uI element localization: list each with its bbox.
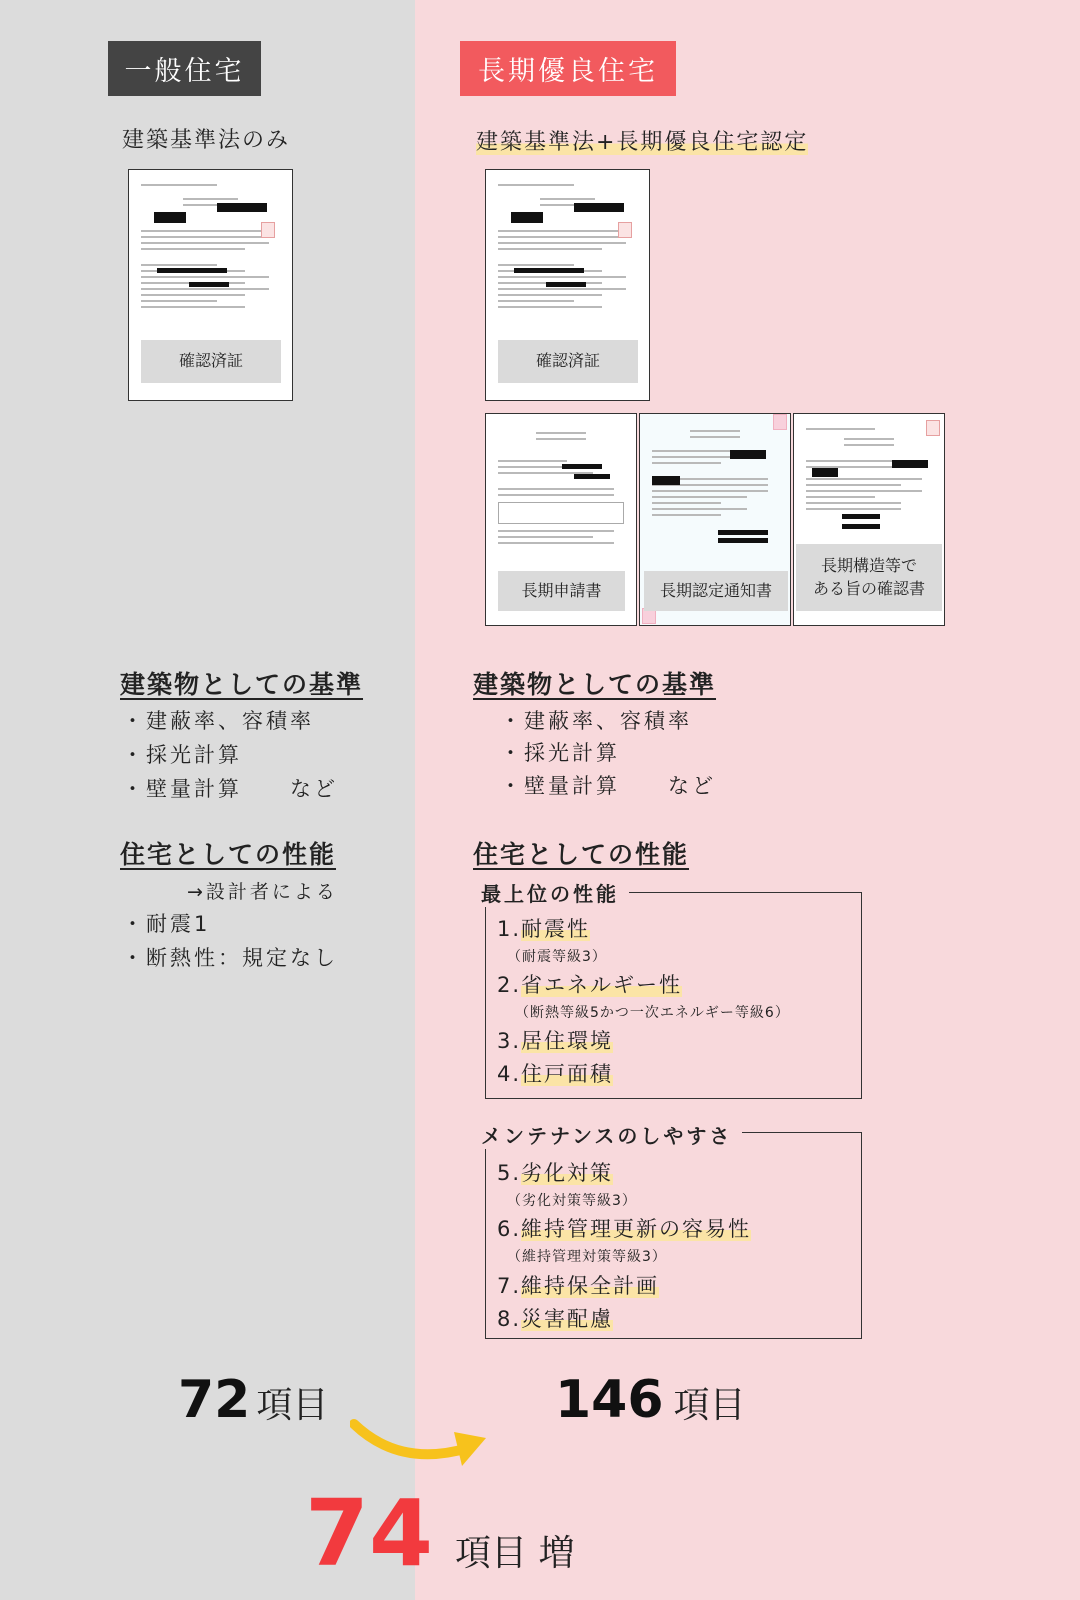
left-subtitle: 建築基準法のみ xyxy=(122,128,291,153)
right-standard-item: ・壁量計算 など xyxy=(500,774,716,798)
confirmation-doc-right xyxy=(485,169,650,401)
right-subtitle: 建築基準法+長期優良住宅認定 xyxy=(476,130,809,155)
performance-item xyxy=(497,913,590,943)
text-label: 居住環境 xyxy=(521,1029,614,1053)
left-count xyxy=(178,1370,328,1430)
left-performance-item: ・耐震1 xyxy=(122,912,211,936)
text-label: 項目 増 xyxy=(455,1533,575,1574)
text-label: 3. xyxy=(497,1029,522,1053)
text-label: 維持保全計画 xyxy=(521,1274,660,1298)
certification-notice-label: 長期認定通知書 xyxy=(644,571,788,611)
application-doc xyxy=(485,413,637,626)
performance-item-note: （耐震等級3） xyxy=(507,949,607,965)
structure-confirmation-doc xyxy=(793,413,945,626)
left-performance-item: ・断熱性：規定なし xyxy=(122,946,338,970)
long-term-house-tag: 長期優良住宅 xyxy=(460,41,676,96)
confirmation-label-right: 確認済証 xyxy=(498,340,638,383)
text-label: 146 xyxy=(555,1370,664,1430)
curved-arrow-icon xyxy=(350,1410,490,1480)
text-label: 劣化対策 xyxy=(521,1161,614,1185)
maintenance-title: メンテナンスのしやすさ xyxy=(481,1120,742,1149)
text-label: 省エネルギー性 xyxy=(521,973,683,997)
text-label: 7. xyxy=(497,1274,522,1298)
text-label: 2. xyxy=(497,973,522,997)
confirmation-doc-left xyxy=(128,169,293,401)
maintenance-item-note: （劣化対策等級3） xyxy=(507,1193,637,1209)
text-label: 6. xyxy=(497,1217,522,1241)
performance-item xyxy=(497,969,682,999)
text-label: 住戸面積 xyxy=(521,1062,614,1086)
application-label: 長期申請書 xyxy=(498,571,625,611)
left-performance-heading: 住宅としての性能 xyxy=(120,840,337,869)
text-label: 1. xyxy=(497,917,522,941)
confirmation-label: 確認済証 xyxy=(141,340,281,383)
text-label: 74 xyxy=(305,1480,434,1587)
text-label: 耐震性 xyxy=(521,917,591,941)
right-count xyxy=(555,1370,746,1430)
maintenance-item xyxy=(497,1303,613,1333)
maintenance-item-note: （維持管理対策等級3） xyxy=(507,1249,667,1265)
general-house-tag: 一般住宅 xyxy=(108,41,261,96)
text-label: 8. xyxy=(497,1307,522,1331)
certification-notice-doc xyxy=(639,413,791,626)
left-standard-item: ・建蔽率、容積率 xyxy=(122,709,314,733)
text-label: 維持管理更新の容易性 xyxy=(521,1217,752,1241)
left-standard-item: ・壁量計算 など xyxy=(122,777,338,801)
increase-count xyxy=(305,1480,574,1587)
performance-item xyxy=(497,1025,613,1055)
maintenance-item xyxy=(497,1270,659,1300)
right-performance-heading: 住宅としての性能 xyxy=(473,840,690,869)
text-label: 項目 xyxy=(256,1385,329,1426)
performance-item xyxy=(497,1058,613,1088)
left-performance-note: →設計者による xyxy=(187,881,338,903)
text-label: 項目 xyxy=(673,1385,746,1426)
left-building-standard-heading: 建築物としての基準 xyxy=(120,670,364,699)
text-label: 72 xyxy=(178,1370,251,1430)
right-standard-item: ・建蔽率、容積率 xyxy=(500,709,692,733)
right-building-standard-heading: 建築物としての基準 xyxy=(473,670,717,699)
left-standard-item: ・採光計算 xyxy=(122,743,242,767)
performance-item-note: （断熱等級5かつ一次エネルギー等級6） xyxy=(515,1005,790,1021)
right-standard-item: ・採光計算 xyxy=(500,741,620,765)
text-label: 災害配慮 xyxy=(521,1307,614,1331)
maintenance-item xyxy=(497,1213,751,1243)
top-performance-title: 最上位の性能 xyxy=(481,878,629,907)
text-label: 4. xyxy=(497,1062,522,1086)
text-label: 5. xyxy=(497,1161,522,1185)
structure-confirmation-label: 長期構造等で ある旨の確認書 xyxy=(796,544,942,611)
maintenance-item xyxy=(497,1157,613,1187)
